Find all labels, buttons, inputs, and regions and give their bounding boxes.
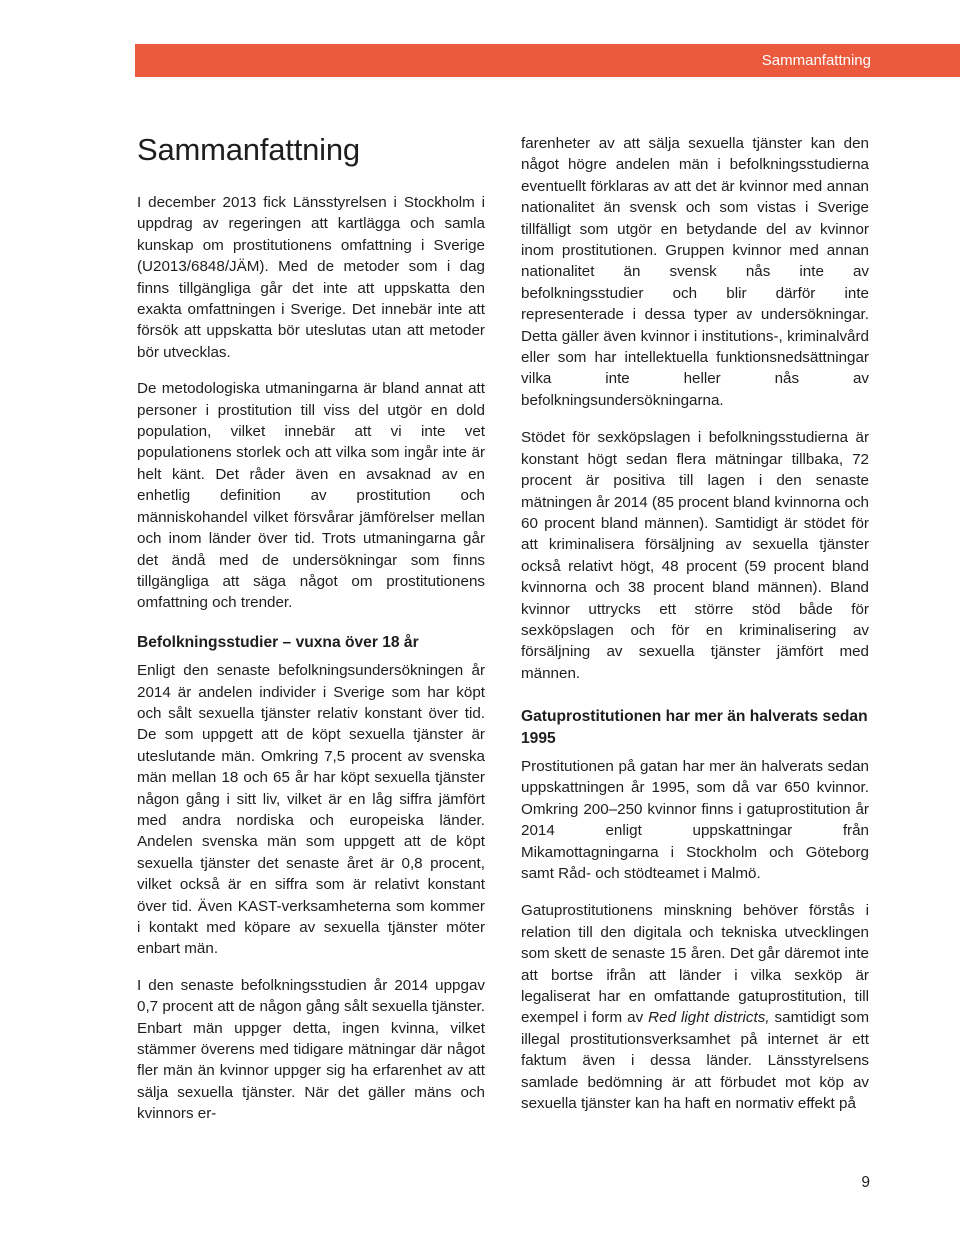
paragraph-street-decline-a: Gatuprostitutionens minskning behöver förstås i relation till den digitala och tekniska utvecklingen som skett de senaste 15 åren. Det går däremot inte att bortse ifrån att länder i vilka sexköp är legaliserat har en omfattande gatuprostitution, till exempel i form av bbox=[521, 902, 869, 1027]
heading-population-studies: Befolkningsstudier – vuxna över 18 år bbox=[137, 633, 419, 651]
page-number: 9 bbox=[861, 1174, 870, 1191]
paragraph-street-prostitution: Prostitutionen på gatan har mer än halverats sedan uppskattningen år 1995, som då var 650 kvinnor. Omkring 200–250 kvinnor finns i gatuprostitution år 2014 enligt uppskattningar från Mikamottagningarna i Stockholm och Göteborg samt Råd- och stödteamet i Malmö. bbox=[521, 757, 869, 882]
header-bar bbox=[135, 44, 960, 77]
right-column bbox=[521, 133, 869, 1130]
paragraph-experiences: farenheter av att sälja sexuella tjänster kan den något högre andelen män i befolkningsstudierna eventuellt förklaras av att det är kvinnor med annan nationalitet än svensk och som vistas i Sverige tillfälligt som utgör en betydande del av kvinnor inom prostitutionen. Gruppen kvinnor med annan nationalitet än svensk nås inte av befolkningsstudier och blir därför inte representerade i dessa typer av undersökningar. Detta gäller även kvinnor i institutions-, kriminalvård eller som har intellektuella funktionsnedsättningar vilka inte heller nås av befolkningsundersökningarna. bbox=[521, 135, 869, 409]
paragraph-method-challenges: De metodologiska utmaningarna är bland annat att personer i prostitution till viss del utgör en dold population, vilket innebär att vi inte vet populationens storlek och att vilka som ingår inte är helt känt. Det råder även en avsaknad av en enhetlig definition av prostitution och människohandel vilket försvårar jämförelser mellan och inom länder över tid. Trots utmaningarna går det ändå med de undersökningar som finns tillgängliga att säga något om prostitutionens omfattning och trender. bbox=[137, 380, 485, 612]
page-title: Sammanfattning bbox=[137, 132, 360, 167]
paragraph-street-decline bbox=[521, 900, 869, 1114]
heading-street-prostitution: Gatuprostitutionen har mer än halverats sedan 1995 bbox=[521, 708, 868, 747]
emphasis-red-light-districts: Red light districts, bbox=[648, 1009, 770, 1027]
header-section-label: Sammanfattning bbox=[761, 52, 871, 69]
paragraph-latest-study: I den senaste befolkningsstudien år 2014 uppgav 0,7 procent att de någon gång sålt sexuella tjänster. Enbart män uppger detta, ingen kvinna, vilket stämmer överens med tidigare mätningar där något fler män än kvinnor uppger sig ha erfarenhet av att sälja sexuella tjänster. När det gäller mäns och kvinnors er- bbox=[137, 976, 485, 1123]
paragraph-law-support: Stödet för sexköpslagen i befolkningsstudierna är konstant högt sedan flera mätningar tillbaka, 72 procent är positiva till lagen i den senaste mätningen år 2014 (85 procent bland kvinnorna och 60 procent bland männen). Samtidigt är stödet för att kriminalisera försäljning av sexuella tjänster också relativt högt, 48 procent (59 procent bland kvinnorna och 38 procent bland männen). Bland kvinnor uttrycks ett större stöd både för sexköpslagen och för en kriminalisering av försäljning av sexuella tjänster jämfört med männen. bbox=[521, 429, 869, 682]
paragraph-intro: I december 2013 fick Länsstyrelsen i Stockholm i uppdrag av regeringen att kartlägga och samla kunskap om prostitutionens omfattning i Sverige (U2013/6848/JÄM). Med de metoder som i dag finns tillgängliga går det inte att uppskatta den exakta omfattningen i Sverige. Det innebär inte att försök att uppskatta bör uteslutas utan att metoder bör utvecklas. bbox=[137, 194, 485, 361]
paragraph-street-decline-b: samtidigt som illegal prostitutionsverksamhet på internet är ett faktum även i dessa länder. Länsstyrelsens samlade bedömning är att förbudet mot köp av sexuella tjänster kan ha haft en normativ effekt på bbox=[521, 1009, 870, 1113]
left-column bbox=[137, 132, 485, 1140]
paragraph-population-studies: Enligt den senaste befolkningsundersökningen år 2014 är andelen individer i Sverige som har köpt och sålt sexuella tjänster relativ konstant över tid. De som uppgett att de köpt sexuella tjänster är uteslutande män. Omkring 7,5 procent av svenska män mellan 18 och 65 år har köpt sexuella tjänster någon gång i sitt liv, vilket är en låg siffra jämfört med andra nordiska och europeiska länder. Andelen svenska män som uppgett att de köpt sexuella tjänster det senaste året är 0,8 procent, vilket också är en siffra som är relativt konstant över tid. Även KAST-verksamheterna som kommer i kontakt med köpare av sexuella tjänster möter enbart män. bbox=[137, 662, 485, 958]
